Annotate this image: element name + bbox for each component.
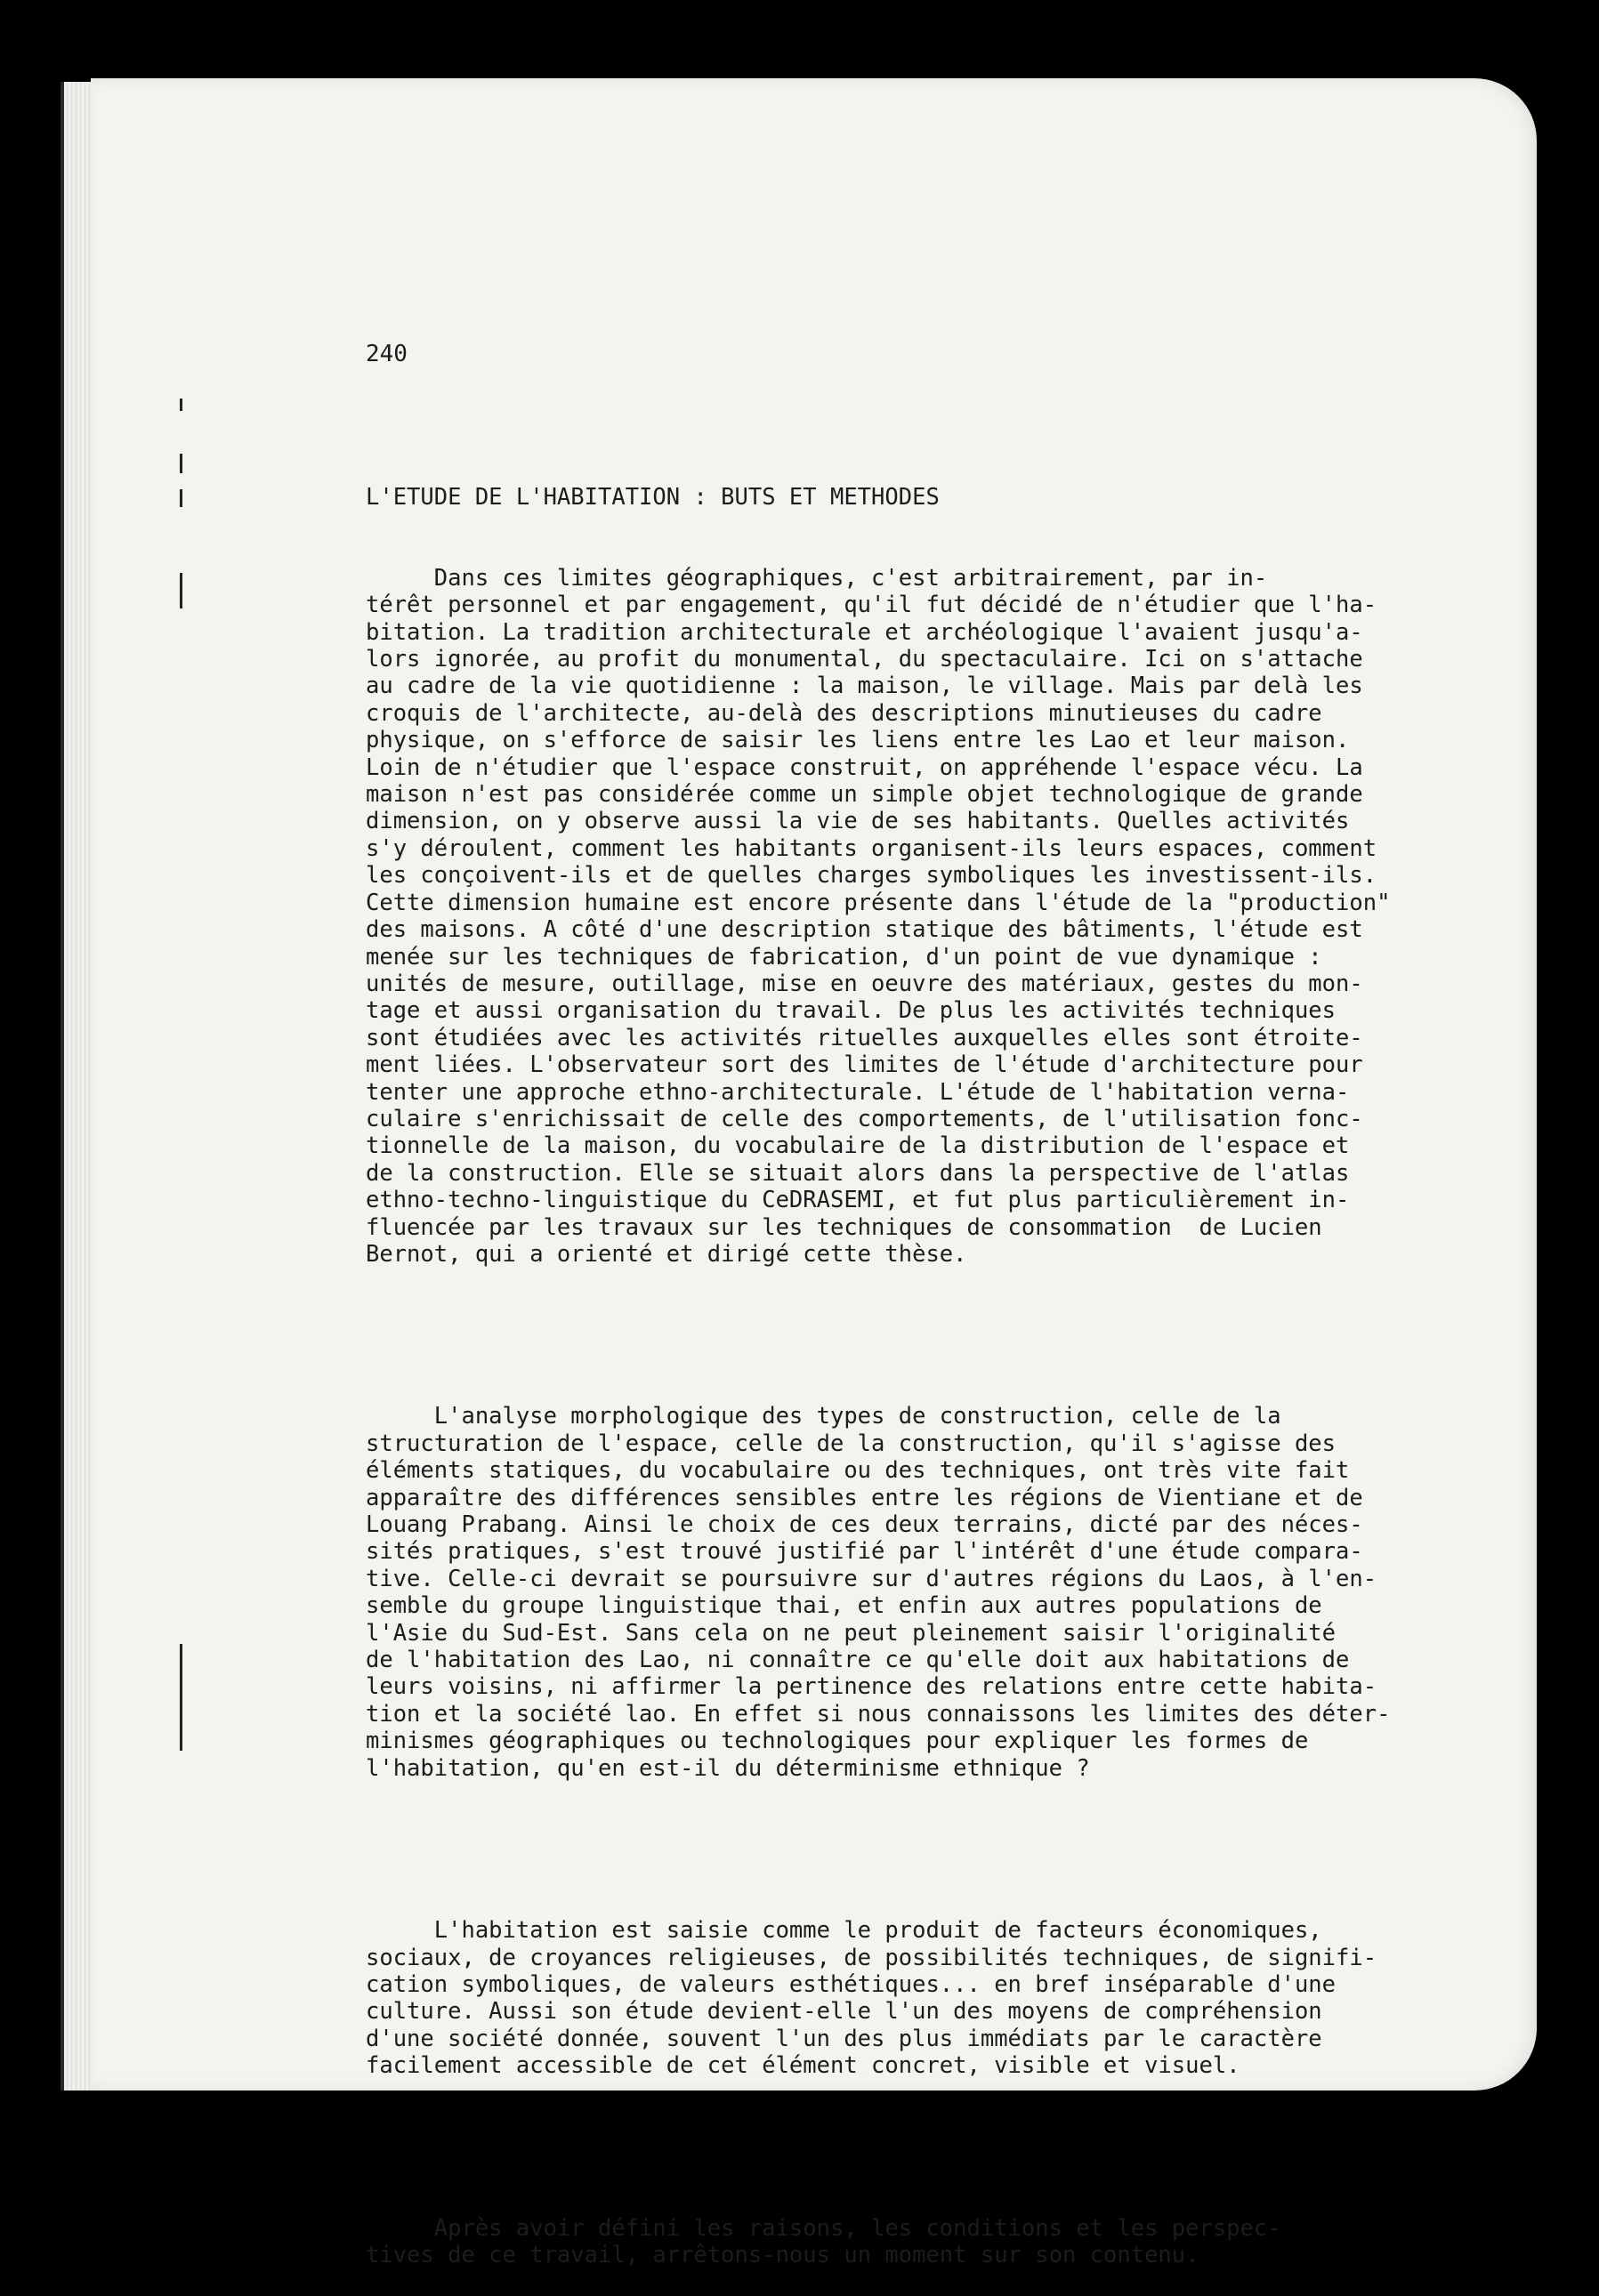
paragraph-3 — [366, 1917, 1478, 2079]
margin-marks — [180, 78, 187, 2091]
text-line: Loin de n'étudier que l'espace construit, on appréhende l'espace vécu. La — [366, 753, 1363, 781]
text-line: menée sur les techniques de fabrication, d'un point de vue dynamique : — [366, 943, 1322, 971]
text-line: tenter une approche ethno-architecturale. L'étude de l'habitation verna- — [366, 1078, 1350, 1106]
text-line: facilement accessible de cet élément concret, visible et visuel. — [366, 2052, 1240, 2080]
text-line: L'habitation est saisie comme le produit de facteurs économiques, — [366, 1917, 1322, 1945]
text-line: lors ignorée, au profit du monumental, du spectaculaire. Ici on s'attache — [366, 646, 1363, 673]
paragraph-4 — [366, 2215, 1478, 2269]
text-line: minismes géographiques ou technologiques pour expliquer les formes de — [366, 1728, 1309, 1755]
page-text — [366, 286, 1478, 2296]
text-line: unités de mesure, outillage, mise en oeuvre des matériaux, gestes du mon- — [366, 970, 1363, 997]
text-line: Bernot, qui a orienté et dirigé cette thèse. — [366, 1240, 967, 1268]
paragraph-2 — [366, 1403, 1478, 1782]
text-line: sont étudiées avec les activités rituelles auxquelles elles sont étroite- — [366, 1024, 1363, 1051]
text-line: tage et aussi organisation du travail. De plus les activités techniques — [366, 997, 1337, 1025]
margin-mark — [180, 573, 182, 608]
text-line: de la construction. Elle se situait alors dans la perspective de l'atlas — [366, 1159, 1350, 1187]
text-line: dimension, on y observe aussi la vie de ses habitants. Quelles activités — [366, 808, 1350, 835]
text-line: sociaux, de croyances religieuses, de possibilités techniques, de signifi- — [366, 1944, 1377, 1971]
text-line: structuration de l'espace, celle de la construction, qu'il s'agisse des — [366, 1430, 1337, 1457]
text-line: ethno-techno-linguistique du CeDRASEMI, et fut plus particulièrement in- — [366, 1187, 1350, 1214]
text-line: sités pratiques, s'est trouvé justifié par l'intérêt d'une étude compara- — [366, 1538, 1363, 1566]
paragraph-1 — [366, 565, 1478, 1269]
text-line: culaire s'enrichissait de celle des comportements, de l'utilisation fonc- — [366, 1105, 1363, 1132]
text-line: d'une société donnée, souvent l'un des plus immédiats par le caractère — [366, 2025, 1322, 2052]
section-heading: L'ETUDE DE L'HABITATION : BUTS ET METHODES — [366, 483, 940, 511]
page-number: 240 — [366, 340, 408, 367]
text-line: Dans ces limites géographiques, c'est arbitrairement, par in- — [366, 564, 1268, 592]
text-line: l'Asie du Sud-Est. Sans cela on ne peut pleinement saisir l'originalité — [366, 1619, 1337, 1647]
text-line: de l'habitation des Lao, ni connaître ce qu'elle doit aux habitations de — [366, 1647, 1350, 1674]
margin-mark — [180, 489, 182, 507]
margin-mark — [180, 1644, 182, 1751]
margin-mark — [180, 454, 182, 473]
text-line: l'habitation, qu'en est-il du déterminisme ethnique ? — [366, 1754, 1090, 1782]
text-line: des maisons. A côté d'une description statique des bâtiments, l'étude est — [366, 916, 1363, 944]
text-line: physique, on s'efforce de saisir les liens entre les Lao et leur maison. — [366, 727, 1350, 754]
text-line: croquis de l'architecte, au-delà des descriptions minutieuses du cadre — [366, 699, 1322, 727]
text-line: térêt personnel et par engagement, qu'il fut décidé de n'étudier que l'ha- — [366, 592, 1377, 619]
text-line: s'y déroulent, comment les habitants organisent-ils leurs espaces, comment — [366, 834, 1377, 862]
text-line: semble du groupe linguistique thai, et enfin aux autres populations de — [366, 1592, 1322, 1620]
text-line: tion et la société lao. En effet si nous connaissons les limites des déter- — [366, 1700, 1391, 1728]
text-line: tionnelle de la maison, du vocabulaire de la distribution de l'espace et — [366, 1132, 1350, 1160]
text-line: culture. Aussi son étude devient-elle l'un des moyens de compréhension — [366, 1998, 1322, 2026]
text-line: maison n'est pas considérée comme un simple objet technologique de grande — [366, 781, 1363, 809]
text-line: leurs voisins, ni affirmer la pertinence des relations entre cette habita- — [366, 1673, 1377, 1701]
text-line: les conçoivent-ils et de quelles charges symboliques les investissent-ils. — [366, 862, 1377, 890]
text-line: fluencée par les travaux sur les techniques de consommation de Lucien — [366, 1213, 1322, 1241]
text-line: Louang Prabang. Ainsi le choix de ces deux terrains, dicté par des néces- — [366, 1511, 1363, 1539]
text-line: tive. Celle-ci devrait se poursuivre sur d'autres régions du Laos, à l'en- — [366, 1565, 1377, 1592]
text-line: cation symboliques, de valeurs esthétiques... en bref inséparable d'une — [366, 1970, 1337, 1998]
text-line: apparaître des différences sensibles entre les régions de Vientiane et de — [366, 1484, 1363, 1511]
margin-mark — [180, 399, 182, 411]
text-line: L'analyse morphologique des types de construction, celle de la — [366, 1403, 1281, 1430]
text-line: éléments statiques, du vocabulaire ou des techniques, ont très vite fait — [366, 1457, 1350, 1485]
text-line: ment liées. L'observateur sort des limites de l'étude d'architecture pour — [366, 1051, 1363, 1079]
text-line: tives de ce travail, arrêtons-nous un moment sur son contenu. — [366, 2241, 1199, 2268]
text-line: au cadre de la vie quotidienne : la maison, le village. Mais par delà les — [366, 673, 1363, 700]
text-line: Après avoir défini les raisons, les conditions et les perspec- — [366, 2214, 1281, 2242]
text-line: Cette dimension humaine est encore présente dans l'étude de la "production" — [366, 889, 1391, 916]
text-line: bitation. La tradition architecturale et archéologique l'avaient jusqu'a- — [366, 618, 1363, 646]
